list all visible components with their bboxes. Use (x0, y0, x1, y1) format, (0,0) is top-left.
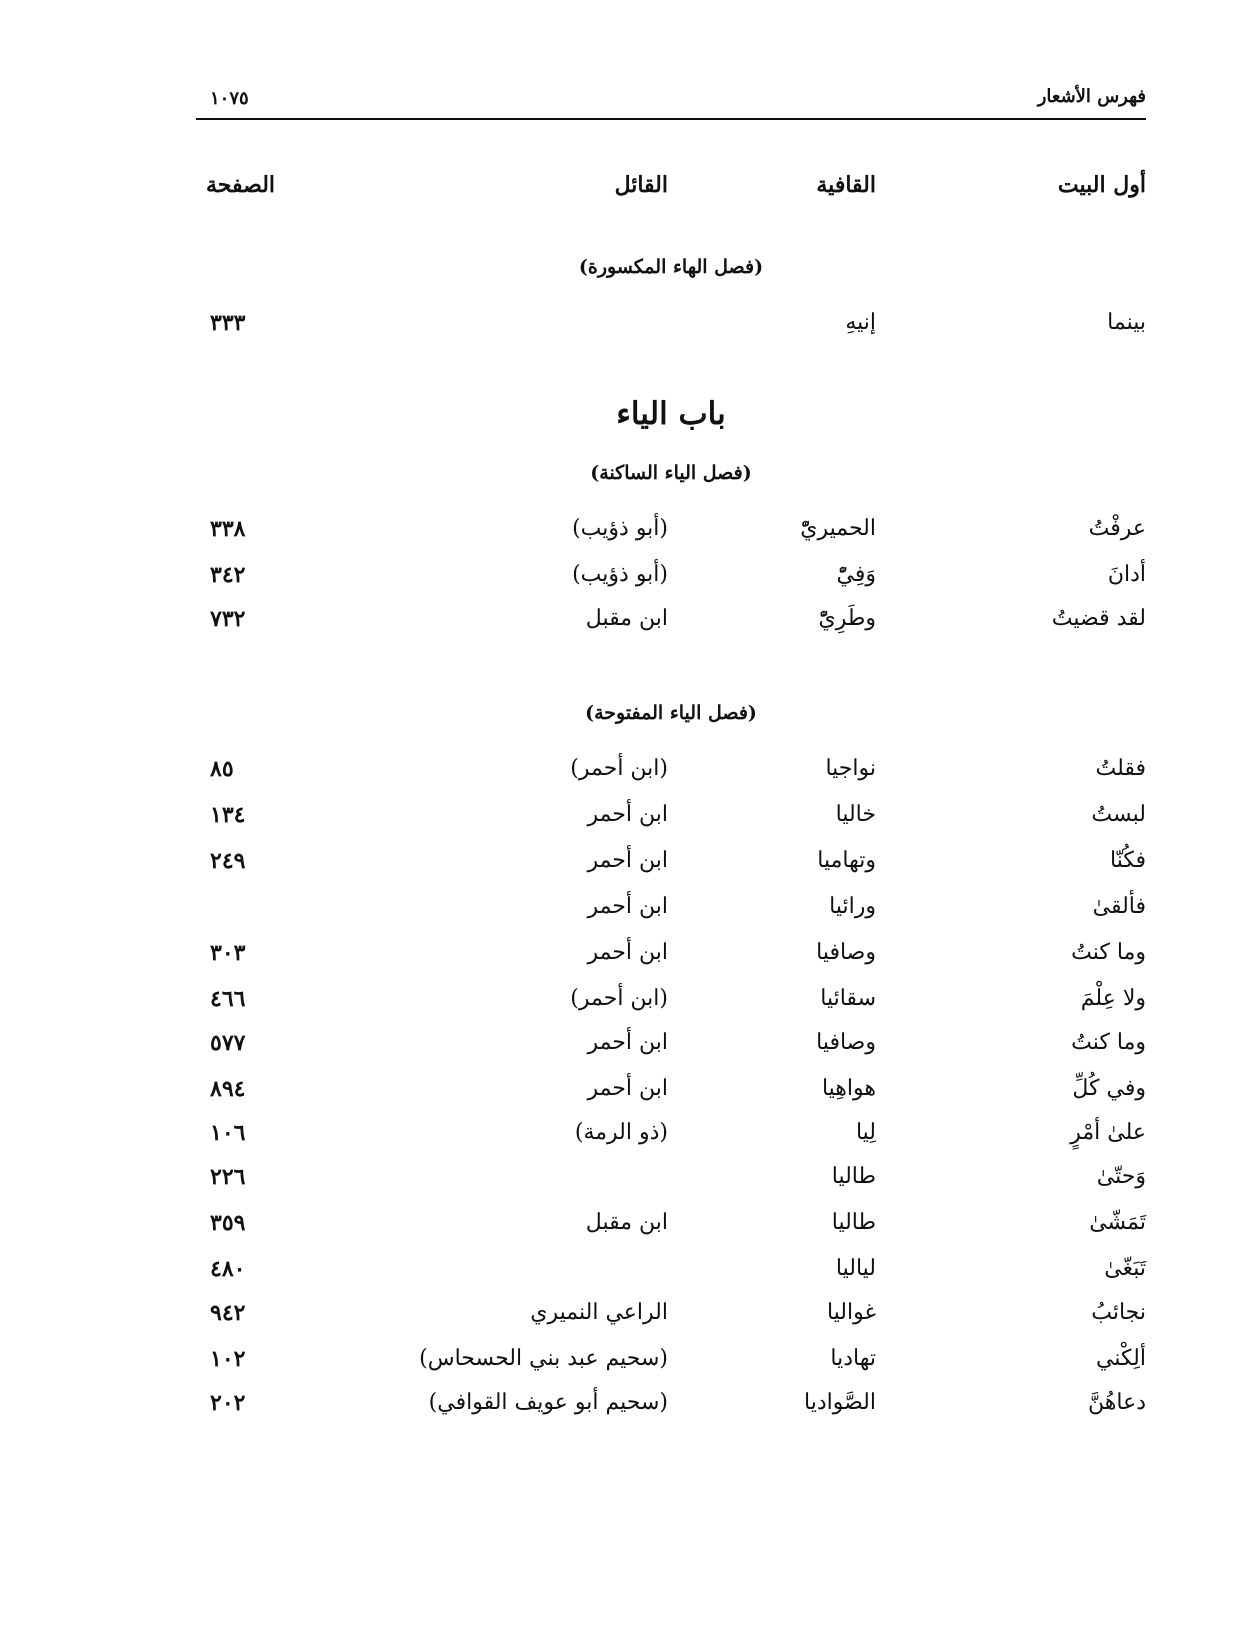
first-word: فكُنّا (1109, 848, 1146, 873)
column-header-page: الصفحة (206, 172, 276, 198)
page-ref: ٤٦٦ (210, 986, 246, 1012)
table-row (196, 802, 1146, 836)
rhyme: هواهِيا (821, 1076, 876, 1101)
page-ref: ٤٨٠ (210, 1256, 246, 1282)
first-word: وما كنتُ (1071, 1030, 1146, 1055)
page-ref: ١٠٢ (210, 1346, 246, 1372)
rhyme: وصافيا (816, 1030, 876, 1055)
speaker: ابن أحمر (587, 1076, 668, 1101)
rhyme: ورائيا (829, 894, 876, 919)
first-word: علىٰ أمْرٍ (1070, 1120, 1146, 1145)
first-word: بينما (1107, 310, 1146, 335)
speaker: ابن أحمر (587, 848, 668, 873)
table-row (196, 516, 1146, 550)
page-ref: ٢٤٩ (210, 848, 246, 874)
first-word: ألِكْني (1096, 1346, 1146, 1371)
speaker: (سحيم أبو عويف القوافي) (428, 1390, 668, 1415)
page-ref: ٢٢٦ (210, 1164, 246, 1190)
page-ref: ٧٣٢ (210, 606, 246, 632)
speaker: (ذو الرمة) (574, 1120, 668, 1145)
first-word: دعاهُنَّ (1088, 1390, 1146, 1415)
speaker: ابن مقبل (585, 606, 668, 631)
speaker: ابن أحمر (587, 894, 668, 919)
rhyme: الحميريّْ (800, 516, 876, 541)
speaker: (سحيم عبد بني الحسحاس) (419, 1346, 668, 1371)
page-ref: ٣٣٣ (210, 310, 246, 336)
page-ref: ١٠٦ (210, 1120, 246, 1146)
section-title: (فصل الهاء المكسورة) (578, 256, 764, 278)
first-word: تَمَشّىٰ (1089, 1210, 1146, 1235)
speaker: ابن مقبل (585, 1210, 668, 1235)
page-ref: ٩٤٢ (210, 1300, 246, 1326)
column-header-first-word: أول البيت (1057, 172, 1146, 198)
table-row (196, 894, 1146, 928)
section-title: (فصل الياء المفتوحة) (585, 702, 757, 724)
table-row (196, 1210, 1146, 1244)
rhyme: إنيهِ (845, 310, 876, 335)
page-ref: ٣٣٨ (210, 516, 246, 542)
page-ref: ٨٩٤ (210, 1076, 246, 1102)
table-row (196, 986, 1146, 1020)
rhyme: نواجيا (825, 756, 876, 781)
running-head (196, 86, 1146, 118)
first-word: تَبَغّىٰ (1104, 1256, 1146, 1281)
rhyme: لِيا (855, 1120, 876, 1145)
table-row (196, 940, 1146, 974)
table-row (196, 1390, 1146, 1424)
first-word: أدانَ (1107, 562, 1146, 587)
table-row (196, 310, 1146, 344)
first-word: نجائبُ (1091, 1300, 1146, 1325)
table-row (196, 1300, 1146, 1334)
rhyme: وطَرِيّْ (818, 606, 876, 631)
rhyme: وصافيا (816, 940, 876, 965)
page-ref: ١٣٤ (210, 802, 246, 828)
table-row (196, 1120, 1146, 1154)
first-word: عرفْتُ (1088, 516, 1146, 541)
column-header-speaker: القائل (614, 172, 668, 198)
rhyme: سقائيا (820, 986, 876, 1011)
page-ref: ٣٥٩ (210, 1210, 246, 1236)
first-word: فألقىٰ (1092, 894, 1146, 919)
section-title: (فصل الياء الساكنة) (590, 462, 752, 484)
header-rule (196, 118, 1146, 120)
column-header-rhyme: القافية (816, 172, 876, 198)
table-row (196, 1346, 1146, 1380)
first-word: ولا عِلْمَ (1080, 986, 1146, 1011)
table-row (196, 1256, 1146, 1290)
rhyme: غواليا (826, 1300, 876, 1325)
page-number: ١٠٧٥ (210, 88, 249, 109)
table-row (196, 1164, 1146, 1198)
speaker: الراعي النميري (530, 1300, 668, 1325)
column-headers (196, 172, 1146, 206)
rhyme: طاليا (831, 1210, 876, 1235)
table-row (196, 606, 1146, 640)
rhyme: طاليا (831, 1164, 876, 1189)
rhyme: لياليا (835, 1256, 876, 1281)
rhyme: الصَّواديا (804, 1390, 876, 1415)
speaker: ابن أحمر (587, 802, 668, 827)
first-word: لقد قضيتُ (1051, 606, 1146, 631)
page-ref: ٢٠٢ (210, 1390, 246, 1416)
rhyme: وَفِيّْ (836, 562, 876, 587)
speaker: (أبو ذؤيب) (572, 562, 668, 587)
table-row (196, 1076, 1146, 1110)
rhyme: وتهاميا (817, 848, 876, 873)
rhyme: خاليا (835, 802, 876, 827)
speaker: (ابن أحمر) (570, 986, 668, 1011)
speaker: (ابن أحمر) (570, 756, 668, 781)
first-word: وما كنتُ (1071, 940, 1146, 965)
page-ref: ٣٤٢ (210, 562, 246, 588)
table-row (196, 562, 1146, 596)
table-row (196, 756, 1146, 790)
running-title: فهرس الأشعار (1037, 86, 1146, 107)
rhyme: تهاديا (830, 1346, 876, 1371)
table-row (196, 1030, 1146, 1064)
first-word: وفي كُلِّ (1072, 1076, 1146, 1101)
table-row (196, 848, 1146, 882)
speaker: ابن أحمر (587, 1030, 668, 1055)
page-ref: ٨٥ (210, 756, 234, 782)
chapter-title: باب الياء (616, 396, 726, 432)
speaker: ابن أحمر (587, 940, 668, 965)
first-word: فقلتُ (1095, 756, 1146, 781)
first-word: وَحتّىٰ (1096, 1164, 1146, 1189)
speaker: (أبو ذؤيب) (572, 516, 668, 541)
page-ref: ٥٧٧ (210, 1030, 246, 1056)
page-ref: ٣٠٣ (210, 940, 246, 966)
first-word: لبستُ (1091, 802, 1146, 827)
